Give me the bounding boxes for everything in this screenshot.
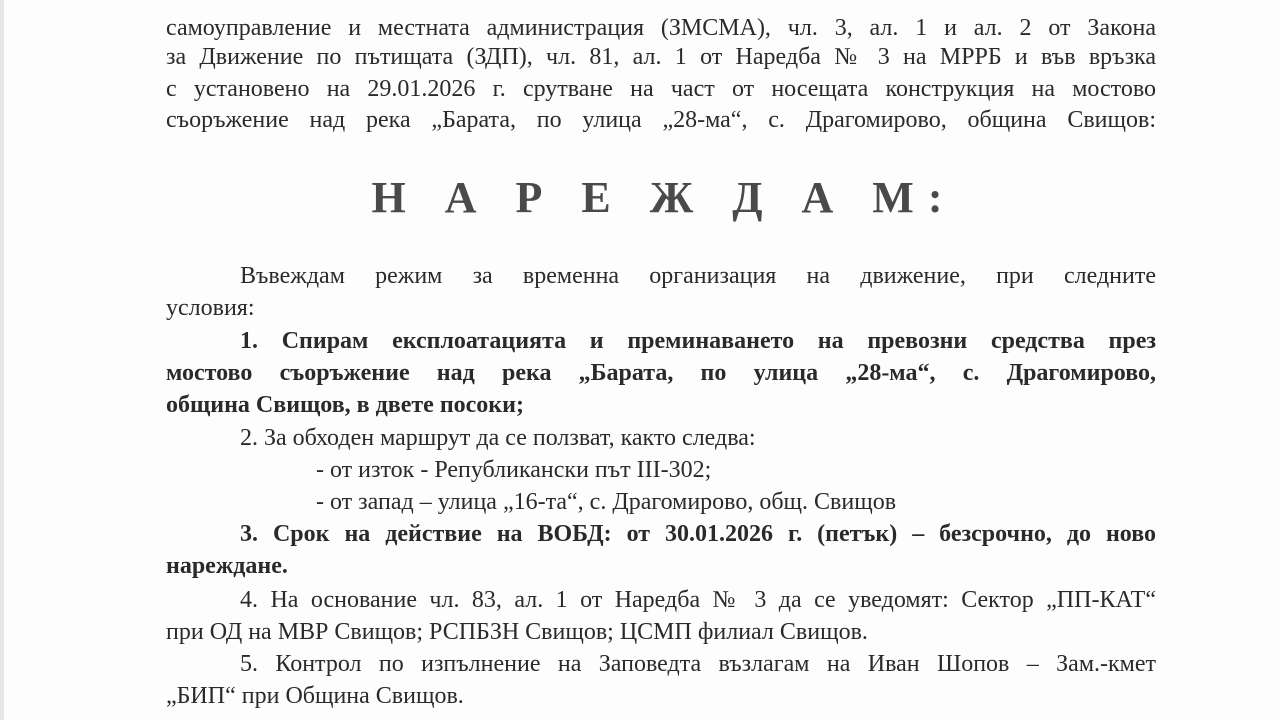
detour-item-west: - от запад – улица „16-та“, с. Драгомирово, общ. Свищов	[316, 489, 897, 515]
paragraph-1-line-1: 1. Спирам експлоатацията и преминаването на превозни средства през	[240, 328, 1156, 354]
order-heading: Н А Р Е Ж Д А М:	[371, 173, 957, 222]
intro-line-1: самоуправление и местната администрация (ЗМСМА), чл. 3, ал. 1 и ал. 2 от Закона	[166, 15, 1156, 41]
paragraph-5-line-1: 5. Контрол по изпълнение на Заповедта възлагам на Иван Шопов – Зам.-кмет	[240, 651, 1156, 677]
paragraph-4-line-1: 4. На основание чл. 83, ал. 1 от Наредба № 3 да се уведомят: Сектор „ПП-КАТ“	[240, 587, 1156, 613]
intro-line-4: съоръжение над река „Барата, по улица „28-ма“, с. Драгомирово, община Свищов:	[166, 107, 1156, 133]
paragraph-2-line-1: 2. За обходен маршрут да се ползват, както следва:	[240, 425, 756, 451]
paragraph-3-line-1: 3. Срок на действие на ВОБД: от 30.01.2026 г. (петък) – безсрочно, до ново	[240, 521, 1156, 547]
page-edge	[0, 0, 4, 720]
detour-item-east: - от изток - Републикански път III-302;	[316, 457, 712, 483]
intro-line-3: с установено на 29.01.2026 г. срутване на част от носещата конструкция на мостово	[166, 76, 1156, 102]
paragraph-0-line-2: условия:	[166, 295, 255, 321]
paragraph-0-line-1: Въвеждам режим за временна организация на движение, при следните	[240, 263, 1156, 289]
paragraph-1-line-2: мостово съоръжение над река „Барата, по улица „28-ма“, с. Драгомирово,	[166, 360, 1156, 386]
paragraph-1-line-3: община Свищов, в двете посоки;	[166, 392, 524, 418]
paragraph-4-line-2: при ОД на МВР Свищов; РСПБЗН Свищов; ЦСМП филиал Свищов.	[166, 619, 868, 645]
paragraph-3-line-2: нареждане.	[166, 553, 288, 579]
paragraph-5-line-2: „БИП“ при Община Свищов.	[166, 683, 464, 709]
intro-line-2: за Движение по пътищата (ЗДП), чл. 81, ал. 1 от Наредба № 3 на МРРБ и във връзка	[166, 44, 1156, 70]
